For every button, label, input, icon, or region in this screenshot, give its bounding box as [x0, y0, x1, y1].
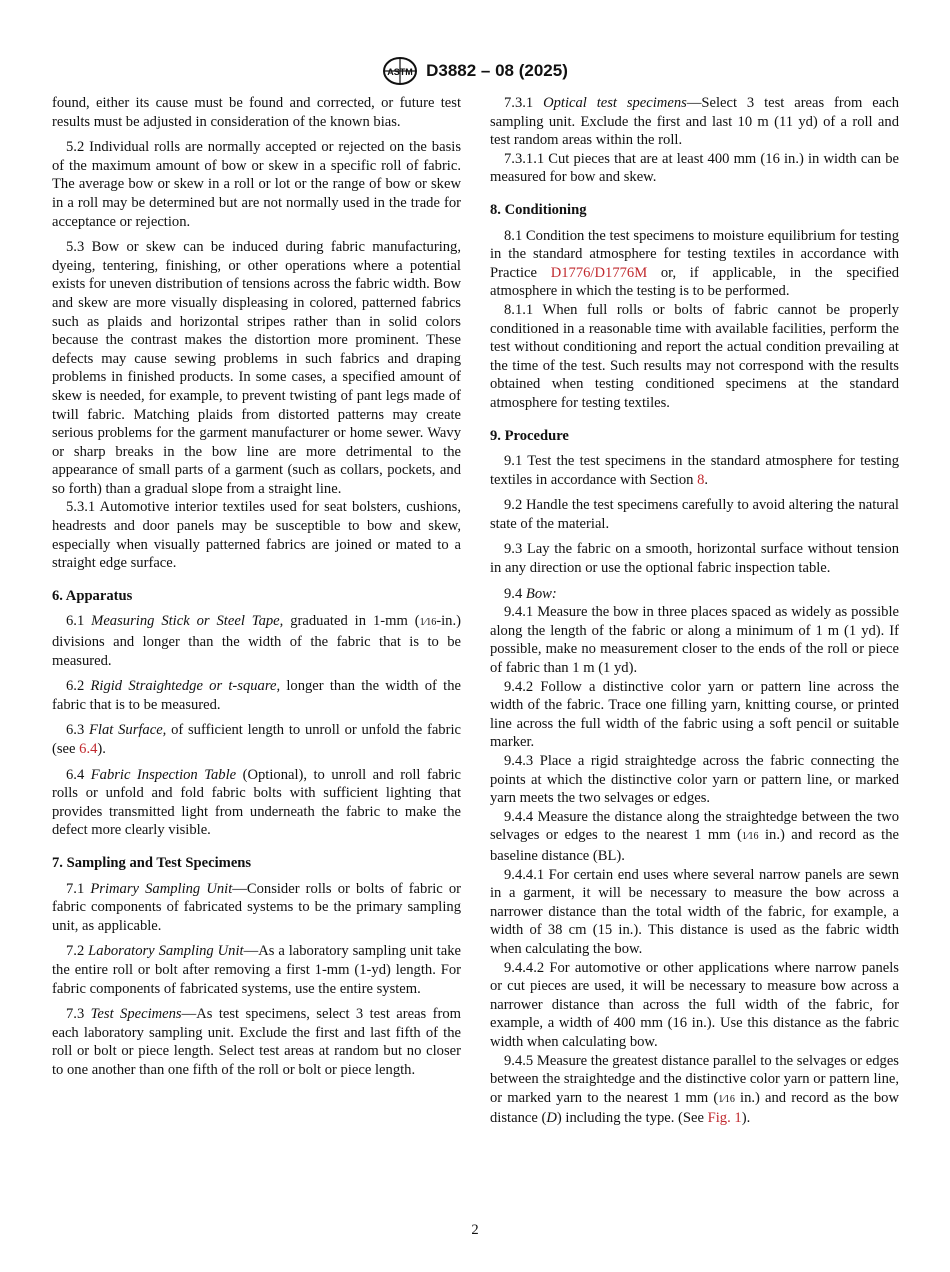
- heading-procedure: 9. Procedure: [490, 427, 569, 444]
- section-9-4-4-2: 9.4.4.2 For automotive or other applications where narrow panels or cut pieces are used, it will be necessary to measure bow across a narrower distance than across the full width of the fabric, for example, a width of 400 mm (16 in.). Use this distance as the fabric width when calculating bow.: [490, 959, 899, 1050]
- section-9-4-4: 9.4.4 Measure the distance along the straightedge between the two selvages or edges to the nearest 1 mm (1⁄16 in.) and record as the baseline distance (BL).: [490, 808, 900, 864]
- section-7-2: 7.2 Laboratory Sampling Unit—As a laboratory sampling unit take the entire roll or bolt after removing a first 1-mm (1-yd) length. For fabric components of fabricated systems, use the entire system.: [52, 943, 461, 997]
- heading-sampling: 7. Sampling and Test Specimens: [52, 854, 252, 871]
- section-7-1: 7.1 Primary Sampling Unit—Consider rolls or bolts of fabric or fabric components of fabricated systems to be the primary sampling unit, as applicable.: [52, 880, 461, 934]
- section-7-3-1: 7.3.1 Optical test specimens—Select 3 test areas from each sampling unit. Exclude the first and last 10 m (11 yd) of a roll and test random areas within the roll.: [490, 95, 900, 149]
- section-9-2: 9.2 Handle the test specimens carefully to avoid altering the natural state of the material.: [490, 497, 899, 532]
- section-5-3: 5.3 Bow or skew can be induced during fabric manufacturing, dyeing, tentering, finishing, or other operations where a potential exists for uneven distribution of tensions across the fabric width. Bow and skew are more visually displeasing in colored, patterned fabrics such as plaids and horizontal stripes rather than in solid colors because the contrast makes the distortion more prominent. These defects may cause sewing problems in such fabrics and draping problems in finished products. In some cases, a specified amount of skew is needed, for example, to prevent twisting of pant legs made of twill fabric. Matching plaids from distorted patterns may create serious problems for the garment manufacturer or home sewer. Wavy or sharp breaks in the bow line are more detrimental to the appearance of small parts of a garment (such as collars, pockets, and so forth) than a gradual slope from a straight line.: [52, 239, 461, 497]
- page-header: [0, 56, 950, 86]
- paragraph-continued: found, either its cause must be found and corrected, or future test results must be adjusted in consideration of the known bias.: [52, 95, 461, 130]
- section-6-1: 6.1 Measuring Stick or Steel Tape, graduated in 1-mm (1⁄16-in.) divisions and longer than the width of the fabric that is to be measured.: [52, 613, 461, 669]
- figure-1-link[interactable]: Fig. 1: [707, 1110, 742, 1127]
- section-9-3: 9.3 Lay the fabric on a smooth, horizontal surface without tension in any direction or use the optional fabric inspection table.: [490, 541, 899, 577]
- section-6-4: 6.4 Fabric Inspection Table (Optional), to unroll and roll fabric rolls or unfold and fold fabric bolts with sufficient lighting that provides transmitted light from underneath the fabric to make the defect more clearly visible.: [52, 766, 461, 839]
- practice-d1776-link[interactable]: D1776/D1776M: [550, 264, 648, 281]
- section-8-link[interactable]: 8: [697, 471, 705, 488]
- section-8-1-1: 8.1.1 When full rolls or bolts of fabric cannot be properly conditioned in a reasonable time with available facilities, perform the test without conditioning and report the actual condition prevailing at the time of the test. Such results may not correspond with the results obtained when testing conditioned specimens at the standard atmosphere for testing textiles.: [490, 301, 899, 411]
- section-9-4-2: 9.4.2 Follow a distinctive color yarn or pattern line across the width of the fabric. Trace one filling yarn, knitting course, or printed line across the full width of the fabric using a soft pencil or suitable marker.: [490, 678, 899, 751]
- document-designation: D3882 – 08 (2025): [426, 60, 568, 80]
- section-9-4-4-1: 9.4.4.1 For certain end uses where several narrow panels are sewn in a garment, it will be necessary to measure the bow across a narrower distance than the total width of the fabric, for example, a width of 38 cm (15 in.). This distance is used as the fabric width when calculating the bow.: [490, 866, 899, 957]
- section-9-4-1: 9.4.1 Measure the bow in three places spaced as widely as possible along the length of the fabric or along a minimum of 1 m (1 yd). If possible, make no measurement closer to the ends of the roll or piece of fabric than 1 m (1 yd).: [490, 604, 899, 677]
- section-9-4-5: 9.4.5 Measure the greatest distance parallel to the selvages or edges between the straightedge and the distinctive color yarn or pattern line, or marked yarn to the nearest 1 mm (1⁄16 in.) and record as the bow distance (D) including the type. (See Fig. 1).: [490, 1052, 899, 1127]
- astm-logo-icon: [382, 56, 418, 86]
- section-9-1: 9.1 Test the test specimens in the standard atmosphere for testing textiles in accordance with Section 8.: [490, 453, 899, 488]
- section-9-4-3: 9.4.3 Place a rigid straightedge across the fabric connecting the points at which the distinctive color yarn or pattern line, or marked yarn meets the two selvages or edges.: [490, 753, 899, 807]
- section-6-3: 6.3 Flat Surface, of sufficient length to unroll or unfold the fabric (see 6.4).: [52, 722, 461, 757]
- section-9-4: 9.4 Bow:: [504, 585, 557, 602]
- heading-conditioning: 8. Conditioning: [490, 201, 587, 218]
- page-number: 2: [471, 1222, 479, 1238]
- section-6-4-link[interactable]: 6.4: [79, 741, 98, 757]
- section-6-2: 6.2 Rigid Straightedge or t-square, longer than the width of the fabric that is to be measured.: [52, 678, 461, 713]
- section-5-3-1: 5.3.1 Automotive interior textiles used for seat bolsters, cushions, headrests and door panels may be susceptible to bow and skew, especially when visually patterned fabrics are joined or mated to a straight edge surface.: [52, 499, 461, 572]
- svg-text:ASTM: ASTM: [387, 67, 413, 77]
- section-7-3: 7.3 Test Specimens—As test specimens, select 3 test areas from each laboratory sampling unit. Exclude the first and last fifth of the roll or bolt or piece length. Select test areas at random but no closer to one another than one fifth of the roll or bolt or piece length.: [52, 1006, 461, 1078]
- heading-apparatus: 6. Apparatus: [52, 587, 133, 604]
- left-column: [52, 94, 461, 1087]
- section-5-2: 5.2 Individual rolls are normally accepted or rejected on the basis of the maximum amount of bow or skew in a specific roll of fabric. The average bow or skew in a roll or lot or the range of bow or skew in a roll may be determined but are not normally used in the trade for acceptance or rejection.: [52, 139, 461, 230]
- right-column: [490, 94, 899, 1128]
- section-7-3-1-1: 7.3.1.1 Cut pieces that are at least 400 mm (16 in.) in width can be measured for bow and skew.: [490, 150, 899, 186]
- section-8-1: 8.1 Condition the test specimens to moisture equilibrium for testing in the standard atmosphere for testing textiles in accordance with Practice D1776/D1776M or, if applicable, in the specified atmosphere in which the testing is to be performed.: [490, 227, 899, 300]
